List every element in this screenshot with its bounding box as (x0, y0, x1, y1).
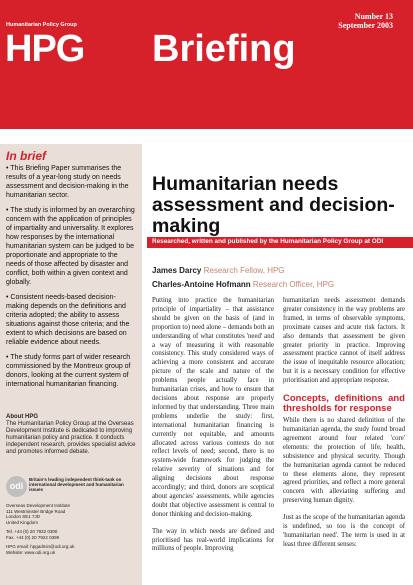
in-brief-points (6, 164, 137, 395)
contact-info (6, 503, 136, 555)
hpg-logo: HPG (5, 28, 85, 70)
about-hpg-title: About HPG (6, 414, 38, 420)
author (152, 280, 334, 289)
author-role: Research Officer, HPG (252, 280, 335, 289)
issue-info (338, 12, 393, 30)
about-hpg-text: The Humanitarian Policy Group at the Overseas Development Institute is dedicated to improving humanitarian policy and practice. It conducts independent research, provides specialist advice and promotes informed debate. (6, 421, 136, 455)
contact-line: United Kingdom (6, 519, 39, 525)
section-heading: Concepts, definitions and thresholds for response (283, 393, 405, 415)
odi-logo: odi (6, 476, 27, 497)
brief-point: • The study forms part of wider research commissioned by the Montreux group of donors, looking at the current system of international humanitarian financing. (6, 354, 131, 388)
author (152, 266, 285, 275)
author-name: James Darcy (152, 266, 202, 275)
hpg-tagline: Humanitarian Policy Group (6, 22, 77, 28)
brief-point: • This Briefing Paper summarises the results of a year-long study on needs assessment and decision-making in the humanitarian sector. (6, 165, 129, 199)
contact-line: London SE1 7JD (6, 514, 41, 519)
main-title: Humanitarian needs assessment and decision-making (152, 173, 395, 237)
body-paragraph: The way in which needs are defined and prioritised has real-world implications for millions of people. Improving (152, 527, 274, 553)
contact-line: Overseas Development Institute (6, 503, 71, 508)
author-role: Research Fellow, HPG (203, 266, 285, 275)
body-column-2 (283, 297, 405, 558)
contact-line: 111 Westminster Bridge Road (6, 508, 66, 514)
series-title: Briefing (152, 28, 296, 70)
contact-line: Fax. +44 (0) 20 7922 0399 (6, 534, 60, 540)
issue-number: Number 13 (354, 12, 393, 21)
issue-date: September 2003 (338, 21, 393, 30)
research-banner-text: Researched, written and published by the Humanitarian Policy Group at ODI (152, 238, 384, 245)
odi-description: Britain's leading independent think-tank on international development and humanitarian issues (29, 477, 124, 492)
brief-point: • The study is informed by an overarching concern with the application of principles of impartiality and universality. It explores how responses by the international humanitarian system can be judged to be proportionate and appropriate to the needs of those affected by disaster and conflict, both within a given context and globally. (6, 207, 135, 286)
body-paragraph: While there is no shared definition of the humanitarian agenda, the study found broad agreement around four related 'core' elements: the protection of life, health, subsistence and physical security. Though the humanitarian agenda cannot be reduced to these elements alone, they represent agreed priorities, and reflect a more general concern with alleviating suffering and preserving human dignity. (283, 417, 405, 505)
brief-point: • Consistent needs-based decision-making depends on the definitions and criteria adopted; the ability to assess situations against those criteria; and the extent to which decisions are based on reliable evidence about needs. (6, 294, 130, 346)
body-column-1 (152, 297, 274, 562)
author-name: Charles-Antoine Hofmann (152, 280, 251, 289)
body-paragraph: Putting into practice the humanitarian principle of impartiality – that assistance should be given on the basis of (and in proportion to) need alone – demands both an understanding of what constitutes 'need' and a way of measuring it with reasonable consistency. This study considered ways of achieving a more consistent and accurate picture of the scale and nature of the problems people actually face in humanitarian crises, and how to ensure that decisions about response are properly informed by that understanding. Three main problems underlie the study: first, international humanitarian financing is currently not equitable, and amounts allocated across various contexts do not reflect levels of need; second, there is no system-wide framework for judging the relative severity of situations and for aligning decisions about response accordingly; and third, donors are sceptical about agencies' assessments, while agencies doubt that objective assessment is central to donor thinking and decision-making. (152, 297, 274, 518)
in-brief-heading: In brief (6, 149, 47, 163)
contact-line: Website: www.odi.org.uk (6, 549, 56, 555)
body-paragraph: humanitarian needs assessment demands greater consistency in the way problems are framed, in terms of observable symptoms, proximate causes and acute risk factors. It also demands that assessment be given greater priority in practice. Improving assessment practice cannot of itself address the issue of inequitable resource allocation; but it is a necessary condition for effective prioritisation and appropriate response. (283, 297, 405, 385)
contact-line: HPG email: hpgadmin@odi.org.uk (6, 544, 75, 549)
contact-line: Tel. +44 (0) 20 7922 0300 (6, 529, 58, 534)
body-paragraph: Just as the scope of the humanitarian agenda is undefined, so too is the concept of 'humanitarian need'. The term is used in at least three different senses: (283, 514, 405, 548)
